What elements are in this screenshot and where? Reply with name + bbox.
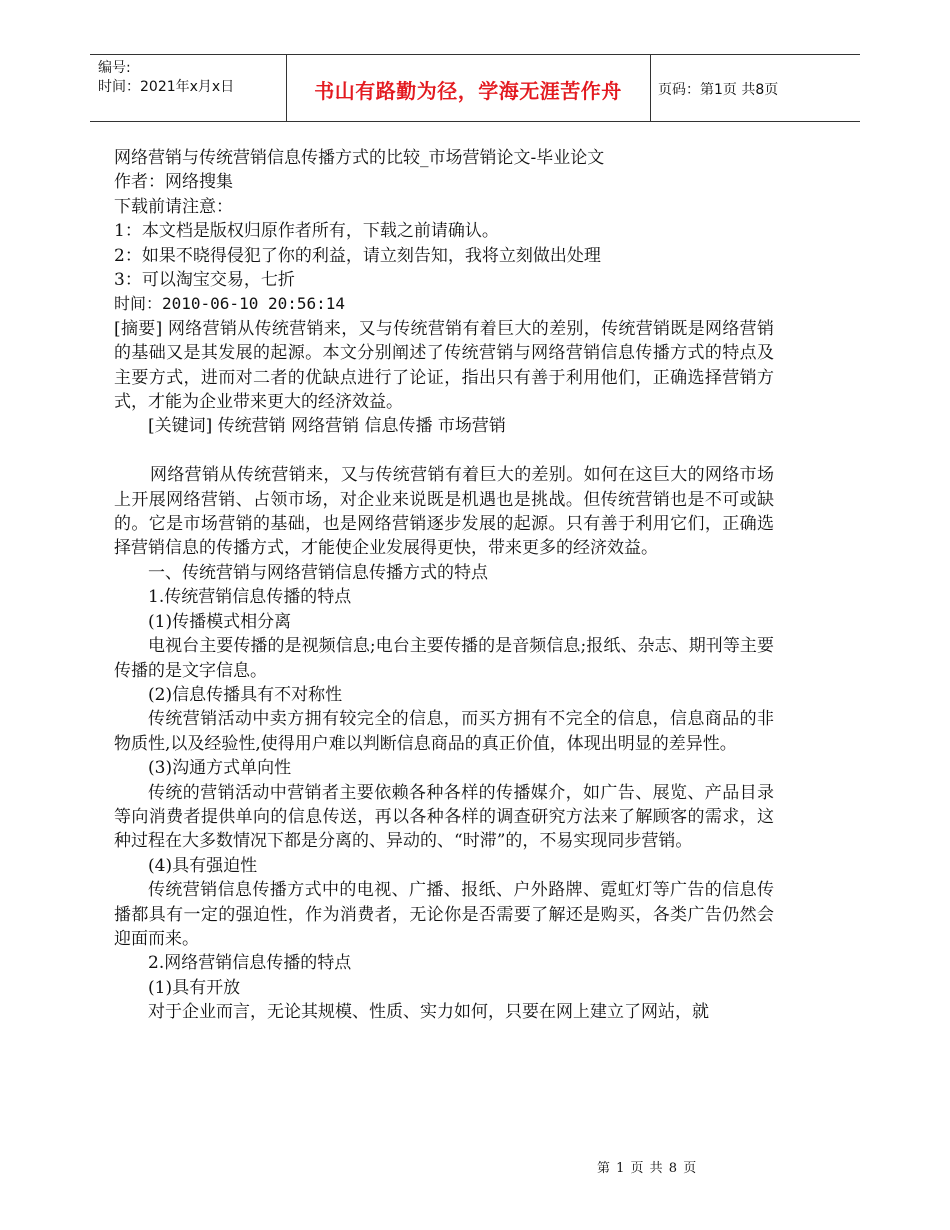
item-heading: (2)信息传播具有不对称性 bbox=[148, 684, 343, 705]
header-page-info: 页码：第1页 共8页 bbox=[658, 82, 779, 98]
document-title: 网络营销与传统营销信息传播方式的比较_市场营销论文-毕业论文 bbox=[114, 148, 605, 168]
header-motto: 书山有路勤为径，学海无涯苦作舟 bbox=[314, 79, 622, 103]
item-heading: (1)具有开放 bbox=[148, 977, 241, 998]
item-heading: (3)沟通方式单向性 bbox=[148, 758, 292, 779]
notice-heading: 下载前请注意： bbox=[114, 196, 233, 217]
item-paragraph: 传统营销信息传播方式中的电视、广播、报纸、户外路牌、霓虹灯等广告的信息传播都具有一定的强迫性，作为消费者，无论你是否需要了解还是购买，各类广告仍然会迎面而来。 bbox=[114, 880, 774, 949]
keywords-line: [关键词] 传统营销 网络营销 信息传播 市场营销 bbox=[148, 416, 506, 437]
subsection-heading: 1.传统营销信息传播的特点 bbox=[148, 587, 352, 608]
item-paragraph: 传统营销活动中卖方拥有较完全的信息，而买方拥有不完全的信息，信息商品的非物质性,以及经验性,使得用户难以判断信息商品的真正价值，体现出明显的差异性。 bbox=[114, 709, 774, 754]
notice-item: 1：本文档是版权归原作者所有，下载之前请确认。 bbox=[114, 221, 499, 242]
intro-paragraph: 网络营销从传统营销来，又与传统营销有着巨大的差别。如何在这巨大的网络市场上开展网络营销、占领市场，对企业来说既是机遇也是挑战。但传统营销也是不可或缺的。它是市场营销的基础，也是网络营销逐步发展的起源。只有善于利用它们，正确选择营销信息的传播方式，才能使企业发展得更快，带来更多的经济效益。 bbox=[114, 465, 774, 559]
document-time-label: 时间：2021年x月x日 bbox=[98, 79, 235, 95]
section-heading: 一、传统营销与网络营销信息传播方式的特点 bbox=[148, 562, 488, 583]
abstract-paragraph: [摘要] 网络营销从传统营销来，又与传统营销有着巨大的差别，传统营销既是网络营销的基础又是其发展的起源。本文分别阐述了传统营销与网络营销信息传播方式的特点及主要方式，进而对二者的优缺点进行了论证，指出只有善于利用他们，正确选择营销方式，才能为企业带来更大的经济效益。 bbox=[114, 318, 774, 413]
page-footer: 第 1 页 共 8 页 bbox=[597, 1161, 698, 1176]
item-paragraph: 电视台主要传播的是视频信息;电台主要传播的是音频信息;报纸、杂志、期刊等主要传播的是文字信息。 bbox=[114, 636, 774, 681]
item-paragraph: 传统的营销活动中营销者主要依赖各种各样的传播媒介，如广告、展览、产品目录等向消费者提供单向的信息传送，再以各种各样的调查研究方法来了解顾客的需求，这种过程在大多数情况下都是分离的、异动的、“时滞”的，不易实现同步营销。 bbox=[114, 782, 774, 852]
header-meta bbox=[98, 59, 234, 97]
blank-line bbox=[114, 439, 774, 463]
subsection-heading: 2.网络营销信息传播的特点 bbox=[148, 953, 352, 974]
page-header bbox=[90, 54, 860, 122]
item-paragraph: 对于企业而言，无论其规模、性质、实力如何，只要在网上建立了网站，就 bbox=[148, 1002, 709, 1023]
document-code-label: 编号: bbox=[98, 60, 131, 76]
document-body bbox=[114, 146, 774, 1025]
item-heading: (1)传播模式相分离 bbox=[148, 611, 292, 632]
document-author: 作者：网络搜集 bbox=[114, 172, 233, 193]
header-divider bbox=[650, 55, 651, 121]
notice-item: 3：可以淘宝交易，七折 bbox=[114, 270, 295, 291]
notice-item: 2：如果不晓得侵犯了你的利益，请立刻告知，我将立刻做出处理 bbox=[114, 245, 601, 266]
document-datetime: 时间：2010-06-10 20:56:14 bbox=[114, 294, 346, 314]
item-heading: (4)具有强迫性 bbox=[148, 855, 258, 876]
